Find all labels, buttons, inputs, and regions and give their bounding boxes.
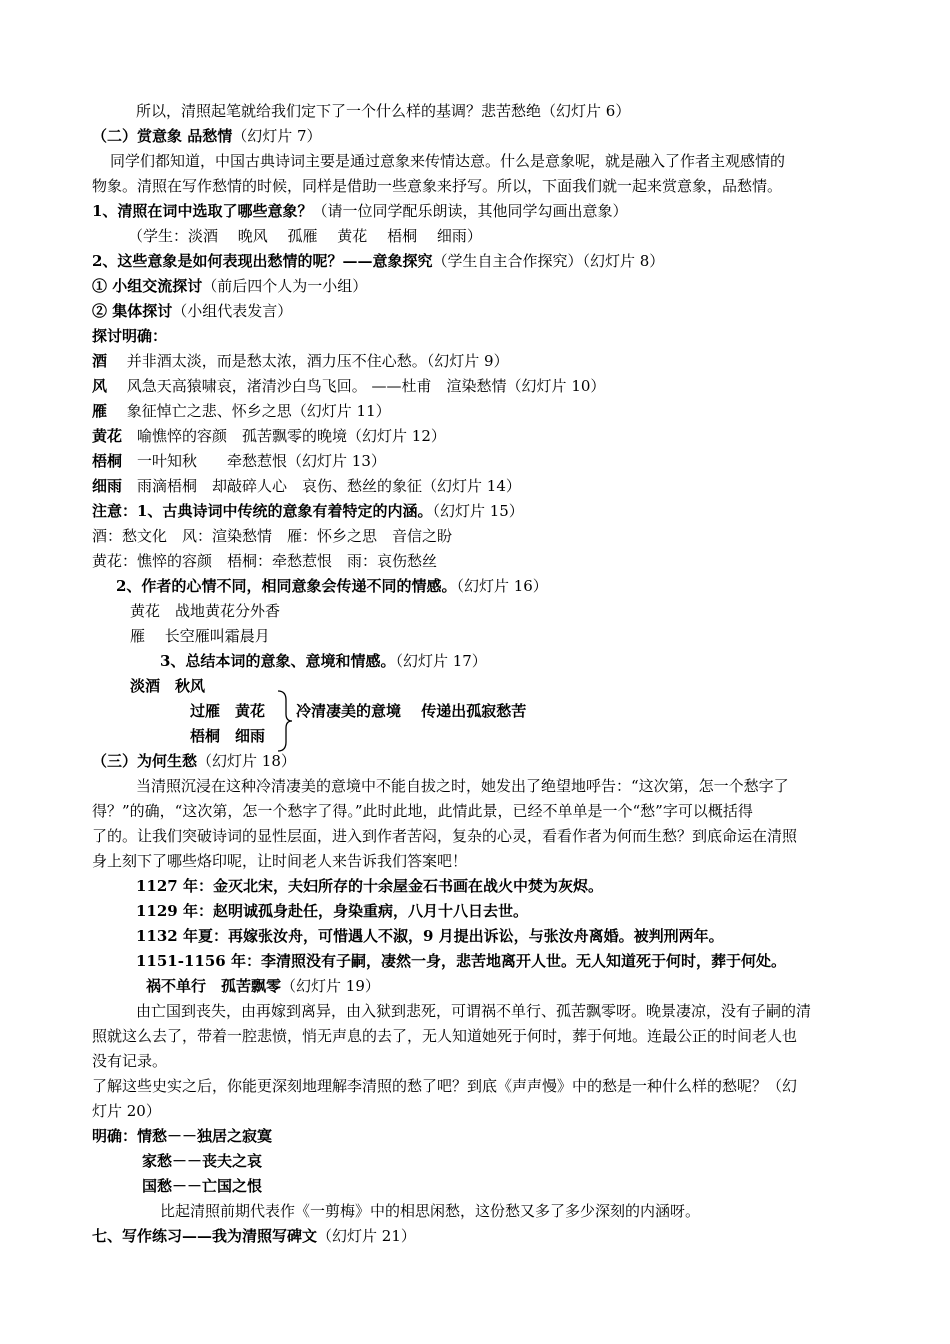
bold-text: （三）为何生愁: [92, 752, 198, 770]
text: 并非酒太淡，而是愁太浓，酒力压不住心愁。（幻灯片 9）: [107, 352, 509, 370]
text: 得？”的确，“这次第，怎一个愁字了得。”此时此地，此情此景，已经不单单是一个“愁”字可以概括得: [92, 802, 753, 820]
text: 雁 长空雁叫霜晨月: [130, 627, 270, 645]
intro-keynote-line: [136, 101, 630, 121]
bold-text: ① 小组交流探讨: [92, 277, 203, 295]
section-heading-why: [92, 751, 296, 771]
student-answer-line: [128, 226, 482, 246]
bold-text: 酒: [92, 352, 108, 370]
bold-text: 1、清照在词中选取了哪些意象？: [92, 202, 313, 220]
text: 喻憔悴的容颜 孤苦飘零的晚境（幻灯片 12）: [122, 427, 446, 445]
text: （前后四个人为一小组）: [202, 277, 368, 295]
fate-paragraph-line: [92, 1026, 797, 1046]
imagery-item-line: [92, 351, 509, 371]
text: 酒：愁文化 风：渲染愁情 雁：怀乡之思 音信之盼: [92, 527, 453, 545]
text: （小组代表发言）: [172, 302, 293, 320]
fate-paragraph-line: [92, 1051, 167, 1071]
discussion-step-line: [92, 276, 367, 296]
conclusion-heading: [92, 326, 167, 346]
why-paragraph-line: [136, 776, 789, 796]
timeline-line: [136, 876, 603, 896]
text: 同学们都知道，中国古典诗词主要是通过意象来传情达意。什么是意象呢，就是融入了作者主观感情的: [110, 152, 786, 170]
imagery-item-line: [92, 401, 391, 421]
bold-text: 2、这些意象是如何表现出愁情的呢？——意象探究: [92, 252, 433, 270]
text: 当清照沉浸在这种冷清凄美的意境中不能自拔之时，她发出了绝望地呼告：“这次第，怎一个愁字了: [136, 777, 789, 795]
bold-text: 雁: [92, 402, 108, 420]
text: （幻灯片 16）: [456, 577, 548, 595]
note-line: [116, 576, 548, 596]
text: 一叶知秋 牵愁惹恨（幻灯片 13）: [122, 452, 386, 470]
text: 照就这么去了，带着一腔悲愤，悄无声息的去了，无人知道她死于何时，葬于何地。连最公正的时间老人也: [92, 1027, 798, 1045]
question-line: [92, 201, 627, 221]
why-paragraph-line: [92, 851, 467, 871]
discussion-step-line: [92, 301, 292, 321]
bold-text: 1129 年：赵明诚孤身赴任，身染重病，八月十八日去世。: [136, 902, 528, 920]
bold-text: 梧桐 细雨: [190, 727, 266, 745]
bold-text: 3、总结本词的意象、意境和情感。: [160, 652, 396, 670]
why-paragraph-line: [92, 801, 753, 821]
text: 没有记录。: [92, 1052, 168, 1070]
summary-brace: [276, 690, 294, 752]
text: （幻灯片 18）: [197, 752, 296, 770]
bold-text: 七、写作练习——我为清照写碑文: [92, 1227, 318, 1245]
text: （幻灯片 17）: [395, 652, 487, 670]
text: （学生自主合作探究）（幻灯片 8）: [432, 252, 665, 270]
example-line: [130, 626, 270, 646]
understanding-line: [92, 1101, 161, 1121]
bold-text: 风: [92, 377, 108, 395]
text: 所以，清照起笔就给我们定下了一个什么样的基调？悲苦愁绝（幻灯片 6）: [136, 102, 631, 120]
bold-text: 冷清凄美的意境 传递出孤寂愁苦: [296, 702, 527, 720]
text: 雨滴梧桐 却敲碎人心 哀伤、愁丝的象征（幻灯片 14）: [122, 477, 521, 495]
bold-text: 祸不单行 孤苦飘零: [146, 977, 282, 995]
bold-text: 黄花: [92, 427, 123, 445]
bold-text: 明确：情愁－－独居之寂寞: [92, 1127, 273, 1145]
text: 黄花 战地黄花分外香: [130, 602, 281, 620]
bold-text: 探讨明确：: [92, 327, 168, 345]
bold-text: （二）赏意象 品愁情: [92, 127, 233, 145]
text: （幻灯片 19）: [281, 977, 380, 995]
timeline-summary-line: [146, 976, 380, 996]
text: 身上刻下了哪些烙印呢，让时间老人来告诉我们答案吧！: [92, 852, 468, 870]
bold-text: 1151-1156 年：李清照没有子嗣，凄然一身，悲苦地离开人世。无人知道死于何时，葬于何处。: [136, 952, 786, 970]
text: （学生：淡酒 晚风 孤雁 黄花 梧桐 细雨）: [128, 227, 482, 245]
example-line: [130, 601, 280, 621]
bold-text: 注意：1、古典诗词中传统的意象有着特定的内涵。: [92, 502, 433, 520]
imagery-paragraph-line: [92, 176, 782, 196]
bold-text: ② 集体探讨: [92, 302, 173, 320]
text: （请一位同学配乐朗读，其他同学勾画出意象）: [312, 202, 628, 220]
note-line: [160, 651, 487, 671]
imagery-item-line: [92, 451, 386, 471]
summary-imagery-line: [190, 701, 265, 721]
text: 物象。清照在写作愁情的时候，同样是借助一些意象来抒写。所以，下面我们就一起来赏意象，品愁情。: [92, 177, 783, 195]
bold-text: 梧桐: [92, 452, 123, 470]
text: 比起清照前期代表作《一剪梅》中的相思闲愁，这份愁又多了多少深刻的内涵呀。: [160, 1202, 701, 1220]
bold-text: 家愁－－丧夫之哀: [142, 1152, 263, 1170]
clarify-line: [92, 1126, 272, 1146]
fate-paragraph-line: [136, 1001, 811, 1021]
text: 了的。让我们突破诗词的显性层面，进入到作者苦闷，复杂的心灵，看看作者为何而生愁？到底命运在清照: [92, 827, 798, 845]
why-paragraph-line: [92, 826, 797, 846]
text: 由亡国到丧失，由再嫁到离异，由入狱到悲死，可谓祸不单行、孤苦飘零呀。晚景凄凉，没有子嗣的清: [136, 1002, 812, 1020]
summary-imagery-line: [130, 676, 205, 696]
summary-conclusion: [296, 701, 526, 721]
summary-imagery-line: [190, 726, 265, 746]
note-detail-line: [92, 526, 452, 546]
note-detail-line: [92, 551, 437, 571]
timeline-line: [136, 901, 528, 921]
text: 了解这些史实之后，你能更深刻地理解李清照的愁了吧？到底《声声慢》中的愁是一种什么样的愁呢？（幻: [92, 1077, 798, 1095]
imagery-paragraph-line: [110, 151, 785, 171]
bold-text: 过雁 黄花: [190, 702, 266, 720]
bold-text: 1132 年夏：再嫁张汝舟，可惜遇人不淑，9 月提出诉讼，与张汝舟离婚。被判刑两年。: [136, 927, 724, 945]
bold-text: 1127 年：金灭北宋，夫妇所存的十余屋金石书画在战火中焚为灰烬。: [136, 877, 603, 895]
bold-text: 国愁－－亡国之恨: [142, 1177, 263, 1195]
bold-text: 淡酒 秋风: [130, 677, 206, 695]
clarify-line: [142, 1176, 262, 1196]
bold-text: 2、作者的心情不同，相同意象会传递不同的情感。: [116, 577, 457, 595]
text: 黄花：憔悴的容颜 梧桐：牵愁惹恨 雨：哀伤愁丝: [92, 552, 438, 570]
clarify-line: [142, 1151, 262, 1171]
text: 灯片 20）: [92, 1102, 161, 1120]
text: 风急天高猿啸哀，渚清沙白鸟飞回。 ——杜甫 渲染愁情（幻灯片 10）: [107, 377, 606, 395]
bold-text: 细雨: [92, 477, 123, 495]
timeline-line: [136, 951, 786, 971]
section-heading-writing: [92, 1226, 416, 1246]
imagery-item-line: [92, 476, 521, 496]
imagery-item-line: [92, 426, 446, 446]
text: （幻灯片 15）: [432, 502, 524, 520]
note-line: [92, 501, 524, 521]
text: （幻灯片 21）: [317, 1227, 416, 1245]
understanding-line: [92, 1076, 797, 1096]
text: （幻灯片 7）: [232, 127, 322, 145]
section-heading-imagery: [92, 126, 322, 146]
timeline-line: [136, 926, 724, 946]
comparison-line: [160, 1201, 700, 1221]
question-line: [92, 251, 664, 271]
imagery-item-line: [92, 376, 605, 396]
text: 象征悼亡之悲、怀乡之思（幻灯片 11）: [107, 402, 391, 420]
